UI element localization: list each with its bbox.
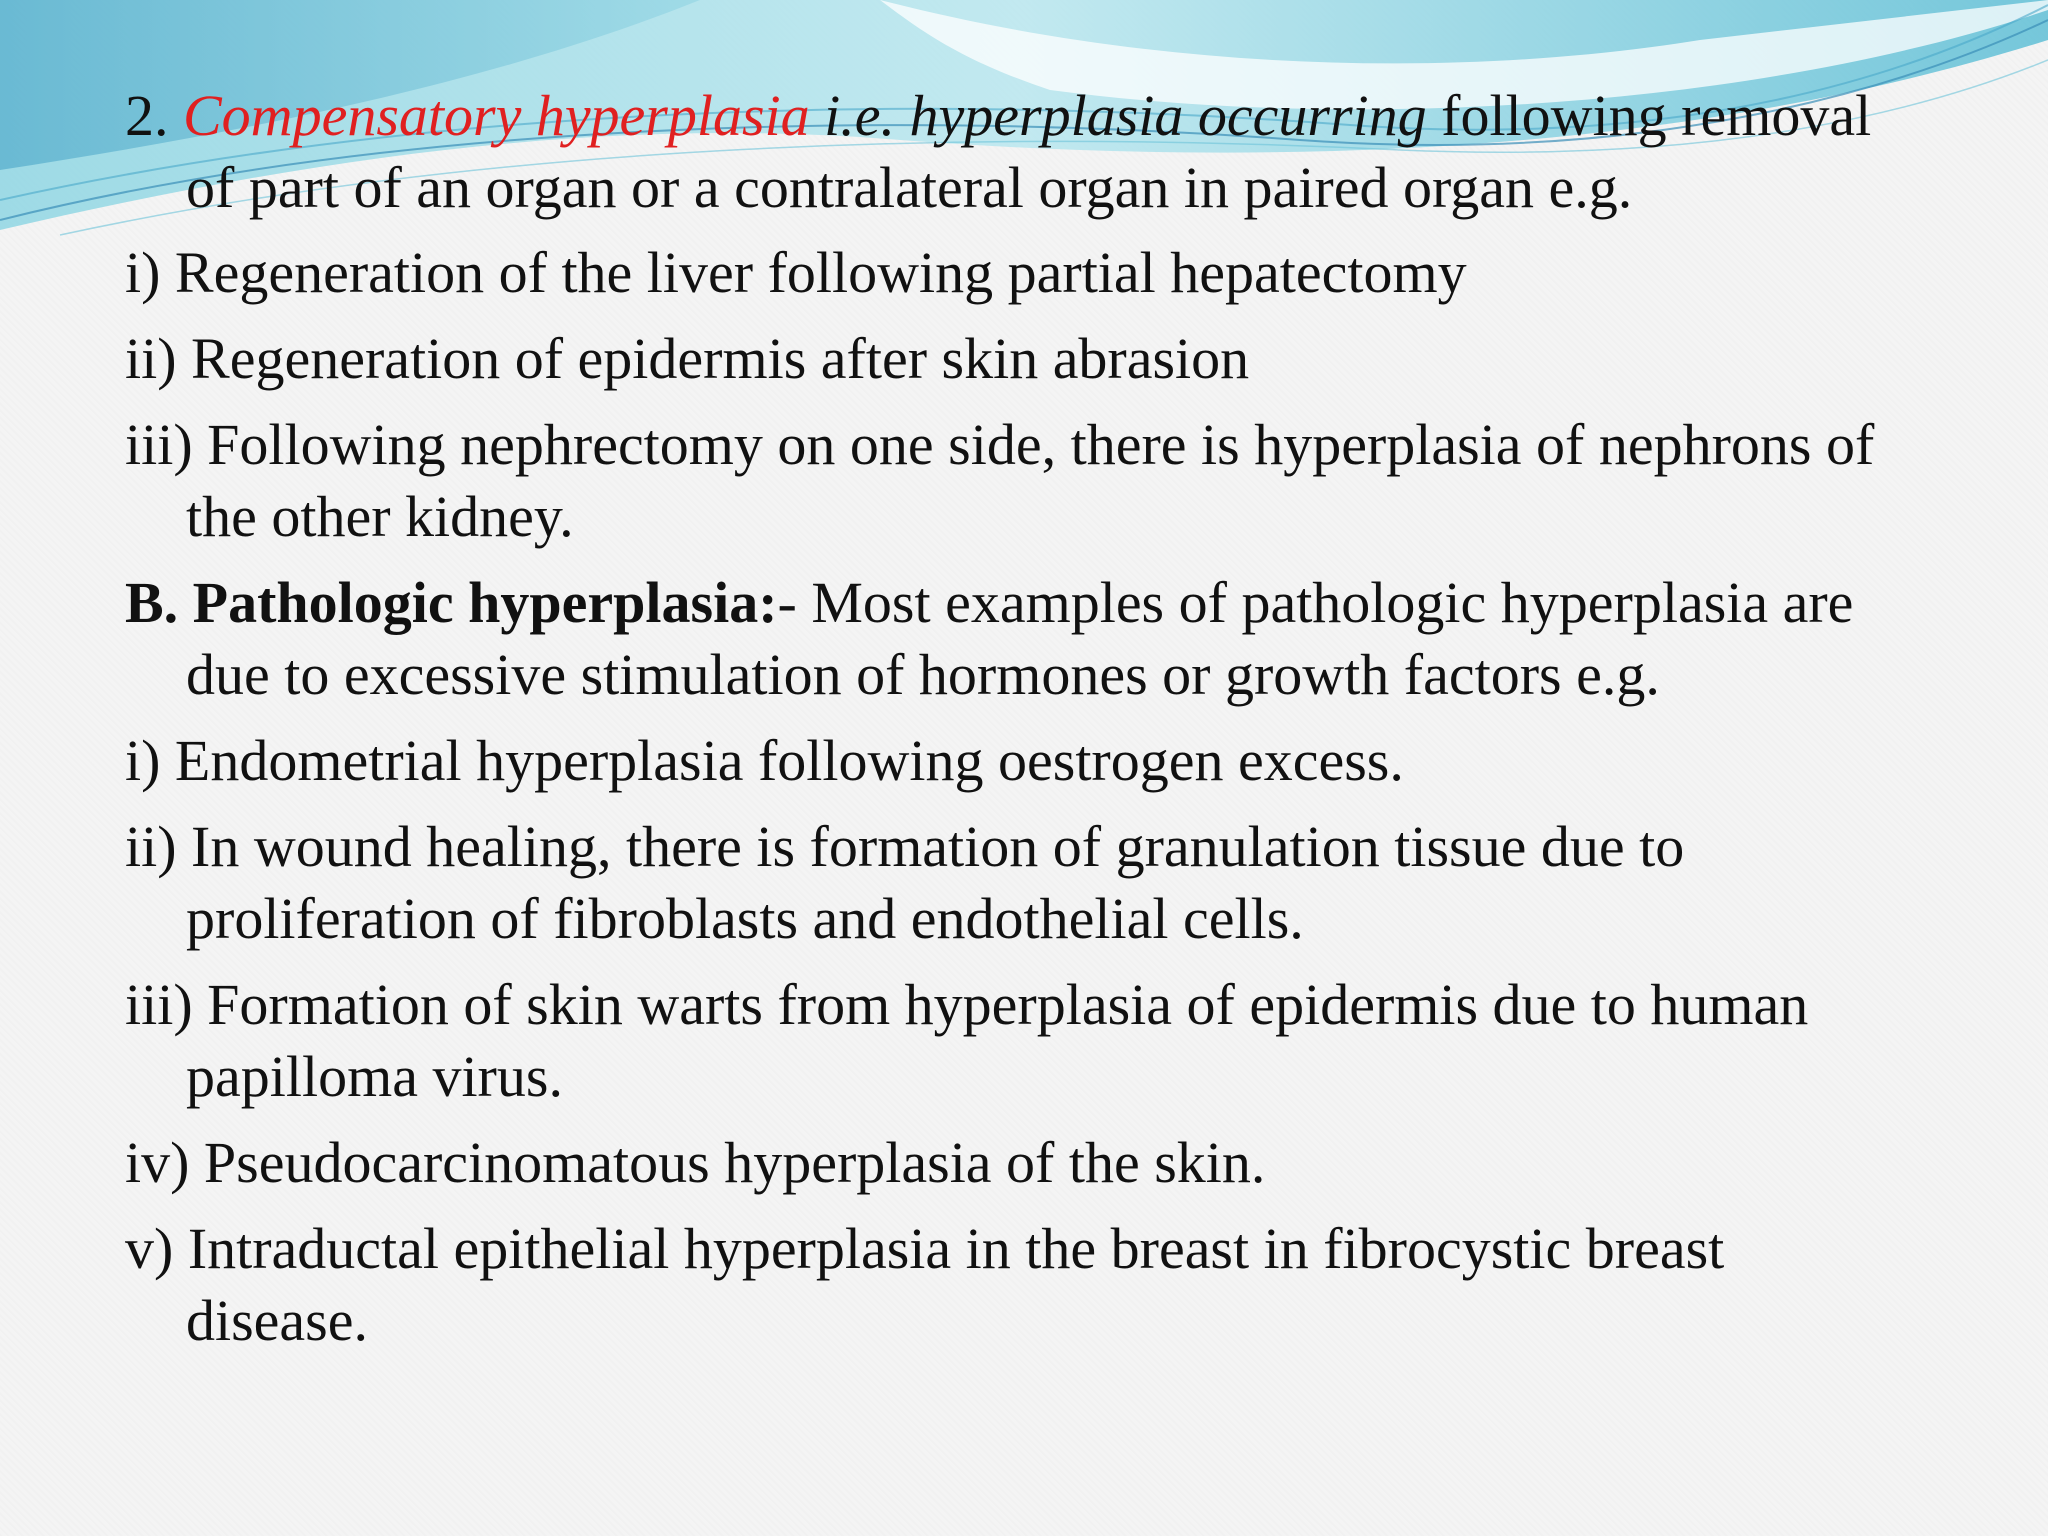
slide-content xyxy=(0,80,2048,1371)
item-endometrial: i) Endometrial hyperplasia following oestrogen excess. xyxy=(125,728,1404,793)
paragraph-compensatory xyxy=(0,80,1918,224)
para-number: 2. xyxy=(125,83,183,148)
item-epidermis: ii) Regeneration of epidermis after skin abrasion xyxy=(125,326,1250,391)
heading-pathologic-hyperplasia: B. Pathologic hyperplasia: xyxy=(125,570,778,635)
item-skin-warts: iii) Formation of skin warts from hyperplasia of epidermis due to human papilloma virus. xyxy=(125,972,1809,1109)
item-breast: v) Intraductal epithelial hyperplasia in the breast in fibrocystic breast disease. xyxy=(125,1216,1725,1353)
item-pseudocarcinomatous: iv) Pseudocarcinomatous hyperplasia of the skin. xyxy=(125,1130,1266,1195)
italic-phrase: i.e. hyperplasia occurring xyxy=(809,83,1427,148)
term-compensatory-hyperplasia: Compensatory hyperplasia xyxy=(183,83,810,148)
item-liver: i) Regeneration of the liver following partial hepatectomy xyxy=(125,240,1467,305)
paragraph-pathologic xyxy=(0,567,1918,711)
paragraph-rest: - Most examples of pathologic hyperplasia are due to excessive stimulation of hormones or growth factors e.g. xyxy=(186,570,1854,707)
item-wound-healing: ii) In wound healing, there is formation of granulation tissue due to proliferation of fibroblasts and endothelial cells. xyxy=(125,814,1685,951)
item-nephrectomy: iii) Following nephrectomy on one side, there is hyperplasia of nephrons of the other kidney. xyxy=(125,412,1875,549)
paragraph-rest: following removal of part of an organ or a contralateral organ in paired organ e.g. xyxy=(186,83,1872,220)
